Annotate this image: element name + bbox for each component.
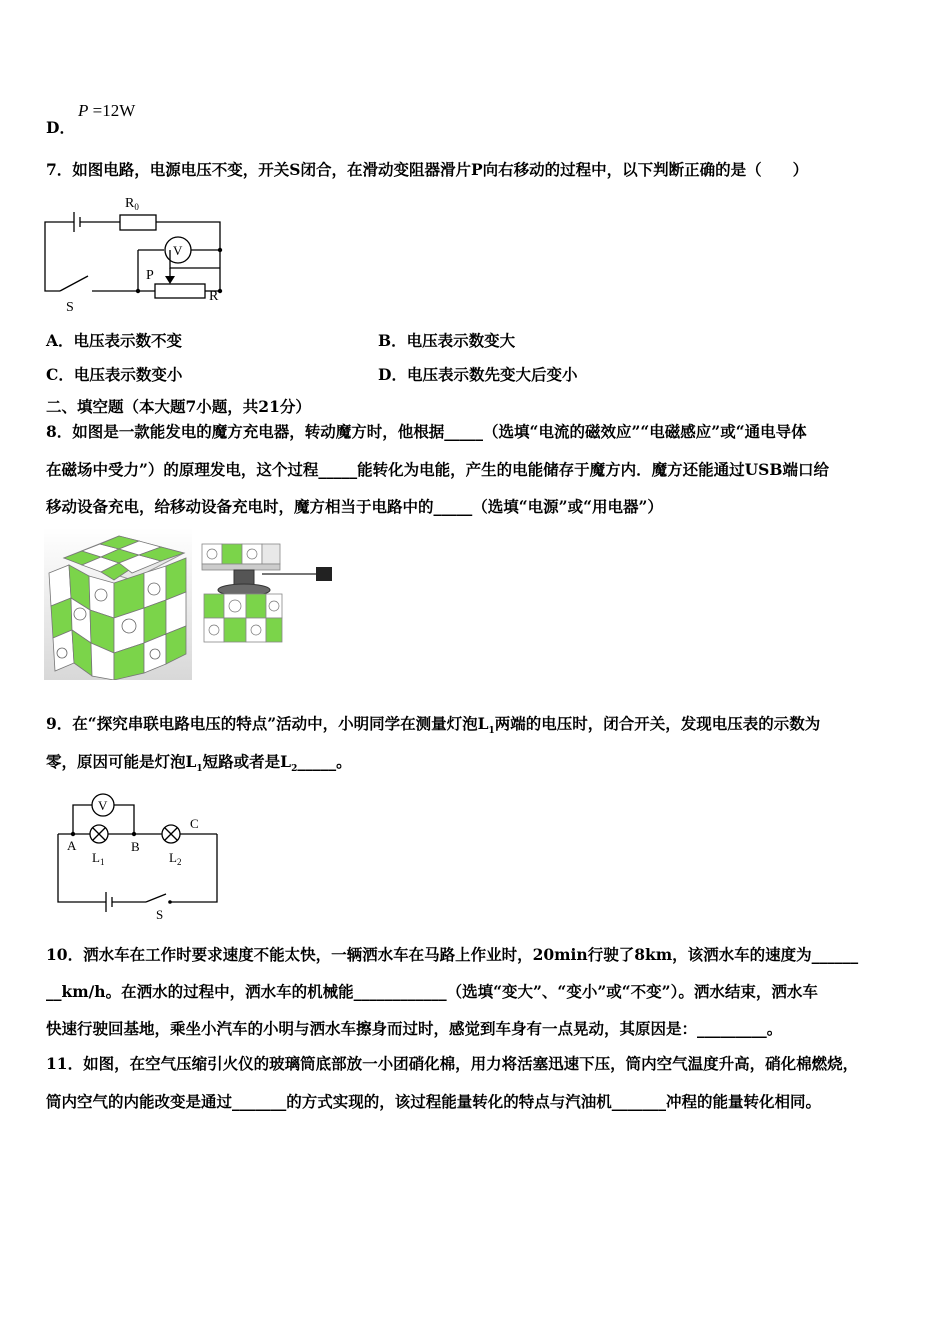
- q9-node-b: [132, 832, 136, 836]
- q8-line2: 在磁场中受力”）的原理发电，这个过程_____能转化为电能，产生的电能储存于魔方内．魔方还能通过USB端口给: [46, 460, 829, 479]
- q7-rheostat-r: [155, 284, 205, 298]
- usb-plug: [316, 567, 332, 581]
- q7-junction-dot-1: [218, 248, 222, 252]
- q7-wire-top-left: [45, 222, 74, 291]
- q9-line2: 零，原因可能是灯泡$L_1$短路或者是$L_2\_\_\_\_\_$。: [46, 752, 352, 775]
- q9-switch-contact: [168, 900, 172, 904]
- q9-label-s: S: [156, 907, 164, 922]
- q7-slider-arrow: [165, 276, 175, 284]
- q11-line1: 11．如图，在空气压缩引火仪的玻璃筒底部放一小团硝化棉，用力将活塞迅速下压，筒内空气温度升高，硝化棉燃烧，: [46, 1054, 859, 1073]
- q9-label-b: B: [131, 839, 140, 854]
- q9-label-v: V: [98, 798, 108, 813]
- q9-wire-voltmeter-right: [114, 805, 134, 834]
- q9-switch-blade: [146, 894, 166, 902]
- q7-junction-dot-2: [136, 289, 140, 293]
- q9-label-l1: $L_1$: [92, 850, 105, 867]
- section2-title: 二、填空题（本大题7小题，共21分）: [46, 397, 311, 416]
- q7-circuit-diagram: [40, 188, 240, 316]
- q9-node-a: [71, 832, 75, 836]
- q7-junction-dot-3: [218, 289, 222, 293]
- q6-option-d-label: D．: [46, 118, 75, 137]
- q9-label-a: A: [67, 838, 77, 853]
- q7-label-s: S: [66, 300, 74, 315]
- q7-option-a: A．电压表示数不变: [46, 331, 183, 350]
- q7-label-v: V: [173, 243, 183, 258]
- q7-option-d: D．电压表示数先变大后变小: [378, 365, 578, 384]
- q9-circuit-diagram: [50, 790, 230, 925]
- q9-wire-left: [58, 834, 106, 902]
- q9-wire-voltmeter-left: [73, 805, 92, 834]
- q7-option-b: B．电压表示数变大: [378, 331, 516, 350]
- q9-wire-right: [170, 834, 217, 902]
- q10-line2: __km/h。在洒水的过程中，洒水车的机械能____________（选填“变大”、“变小”或“不变”）。洒水结束，洒水车: [46, 982, 818, 1001]
- q11-line2: 筒内空气的内能改变是通过_______的方式实现的，该过程能量转化的特点与汽油机_______冲程的能量转化相同。: [46, 1092, 822, 1111]
- q8-line1: 8．如图是一款能发电的魔方充电器，转动魔方时，他根据_____（选填“电流的磁效应”“电磁感应”或“通电导体: [46, 422, 807, 441]
- q7-resistor-r0: [120, 215, 156, 230]
- q7-label-r0: $R_0$: [125, 196, 139, 212]
- q6-option-d-formula: P =12W: [78, 101, 136, 120]
- q9-label-l2: $L_2$: [169, 850, 182, 867]
- q9-label-c: C: [190, 816, 199, 831]
- q8-line3: 移动设备充电，给移动设备充电时，魔方相当于电路中的_____（选填“电源”或“用电器”）: [46, 497, 663, 516]
- q8-cube-image-left: [44, 528, 192, 680]
- q7-label-p: P: [146, 268, 154, 283]
- q9-line1: 9．在“探究串联电路电压的特点”活动中，小明同学在测量灯泡$L_1$两端的电压时，闭合开关，发现电压表的示数为: [46, 714, 821, 737]
- q10-line3: 快速行驶回基地，乘坐小汽车的小明与洒水车擦身而过时，感觉到车身有一点晃动，其原因是：_________。: [46, 1019, 783, 1038]
- q8-cube-image-right: [196, 540, 342, 650]
- q10-line1: 10．洒水车在工作时要求速度不能太快，一辆洒水车在马路上作业时，20min行驶了8km，该洒水车的速度为______: [46, 945, 859, 964]
- q7-switch-blade: [60, 276, 88, 291]
- q7-option-c: C．电压表示数变小: [46, 365, 183, 384]
- q7-stem: 7．如图电路，电源电压不变，开关S闭合，在滑动变阻器滑片P向右移动的过程中，以下判断正确的是（ ）: [46, 160, 809, 179]
- q7-label-r: R: [209, 289, 219, 304]
